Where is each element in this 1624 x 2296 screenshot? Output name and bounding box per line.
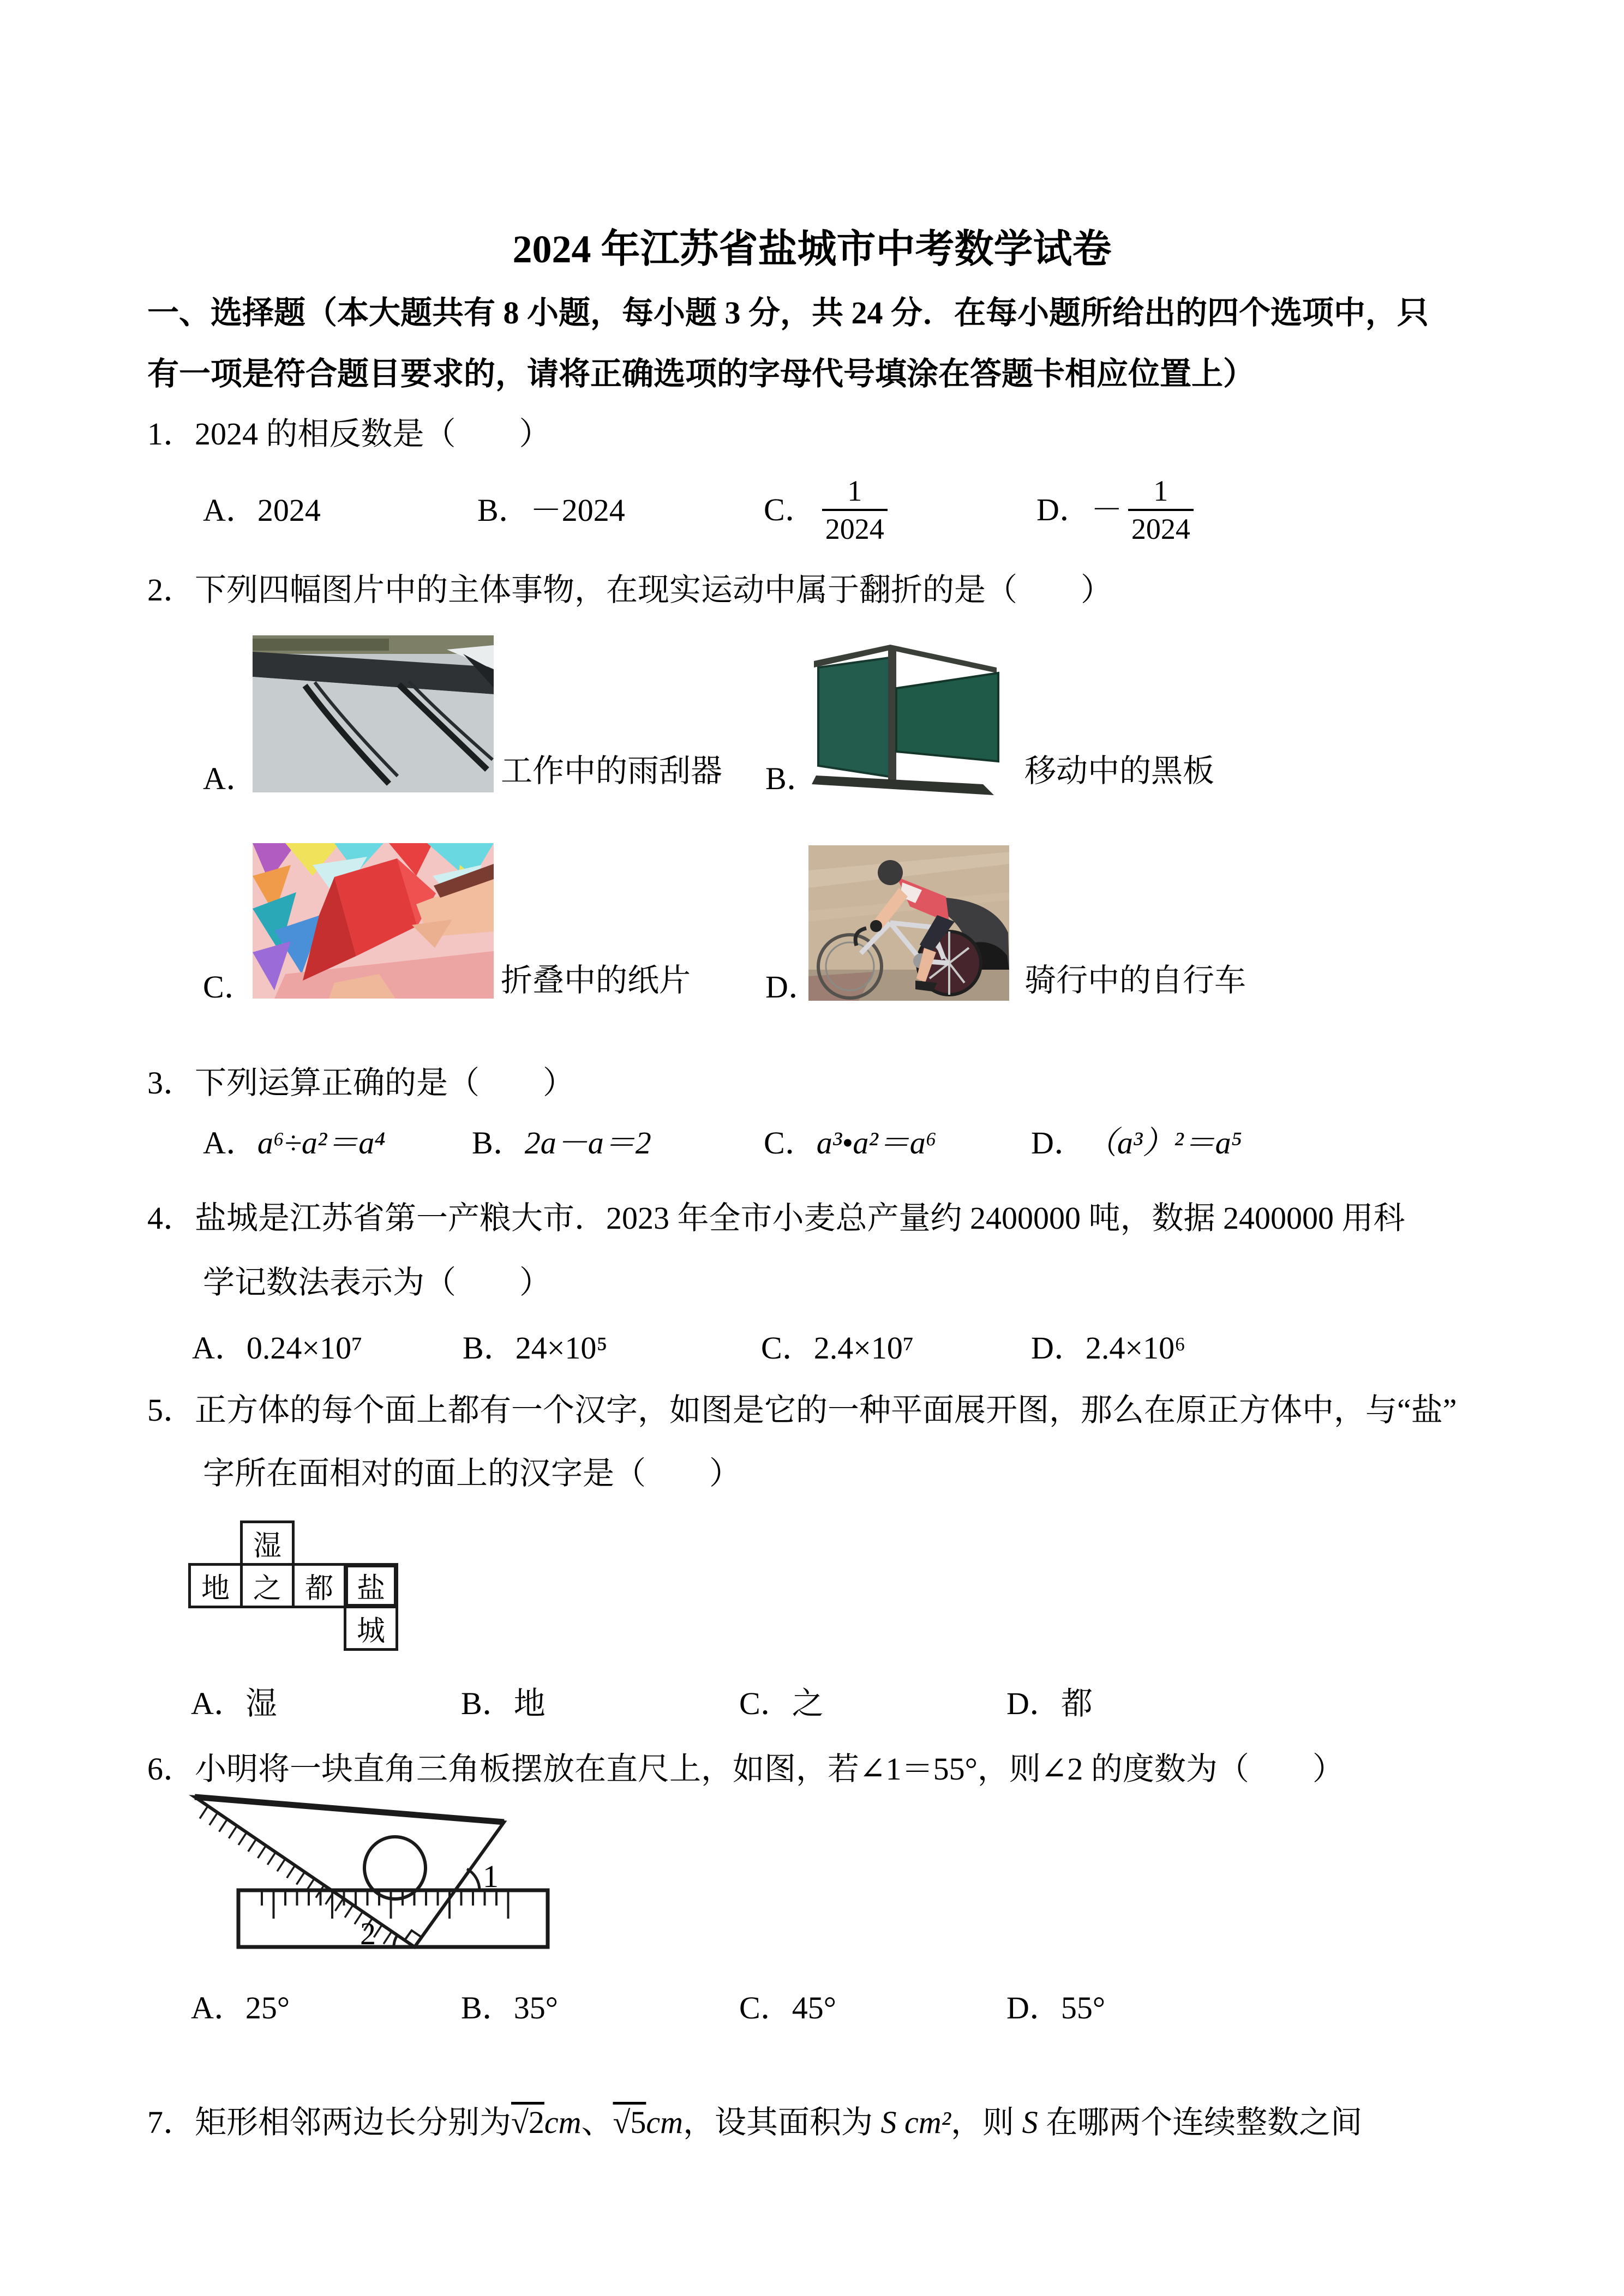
var-S: S [1022,2105,1038,2140]
sqrt-2: √2 [511,2105,544,2140]
rider-helmet [878,860,903,885]
option-text: 25° [245,1990,290,2025]
option-text: a⁶÷a²＝a⁴ [257,1125,386,1161]
section-header-line2: 有一项是符合题目要求的，请将正确选项的字母代号填涂在答题卡相应位置上） [147,356,1255,392]
q5-option-d [1006,1684,1093,1724]
page-title: 2024 年江苏省盐城市中考数学试卷 [512,227,1112,271]
q2-option-a-label: A． [203,761,257,796]
q7-stem [147,2103,1362,2143]
option-text: 55° [1060,1990,1106,2025]
option-label: B． [477,492,530,528]
sqrt-5: √5 [613,2105,646,2140]
option-label: C． [764,1125,817,1161]
q5-stem-line1: 5．正方体的每个面上都有一个汉字，如图是它的一种平面展开图，那么在原正方体中，与“盐” [147,1392,1457,1428]
q2-option-b-caption: 移动中的黑板 [1024,753,1215,789]
option-text: 2a－a＝2 [524,1125,651,1161]
option-text: 2.4×10⁶ [1085,1330,1186,1366]
q6-option-c [739,1988,836,2028]
var-S: S [880,2105,897,2140]
unit-cm: cm [544,2105,582,2140]
option-text: 之 [792,1686,824,1721]
net-cell-2: 之 [240,1563,295,1608]
option-label: D． [1036,491,1091,527]
fraction [822,474,888,546]
angle2-label: 2 [360,1916,376,1951]
option-text: 湿 [245,1686,277,1721]
q1-stem: 1．2024 的相反数是（ ） [147,416,551,452]
q2-stem: 2．下列四幅图片中的主体事物，在现实运动中属于翻折的是（ ） [147,572,1113,608]
option-label: D． [1006,1686,1061,1721]
option-text: 35° [513,1990,558,2025]
board-left-panel [818,658,889,777]
set-square-on-ruler-figure [164,1783,600,1963]
option-label: B． [463,1330,516,1366]
q2-option-d-label: D． [765,969,820,1005]
net-cell-bottom: 城 [344,1606,398,1651]
q7-text: 、 [581,2105,613,2140]
fraction [1128,474,1194,546]
q5-stem-line2: 字所在面相对的面上的汉字是（ ） [203,1456,741,1491]
option-text: a³•a²＝a⁶ [816,1125,937,1161]
q2-option-d-caption: 骑行中的自行车 [1024,963,1247,998]
photo-riding-bicycle [808,845,1009,1001]
option-text: －2024 [530,492,625,528]
angle1-label: 1 [483,1859,499,1894]
q4-stem-line2: 学记数法表示为（ ） [203,1265,552,1300]
q5-option-b [461,1684,546,1724]
unit-cm: cm [646,2105,683,2140]
q1-option-c [764,464,888,556]
option-text: 24×10⁵ [515,1330,608,1366]
q1-option-d [1036,464,1194,556]
q7-text: 在哪两个连续整数之间 [1038,2105,1363,2140]
net-cell-3: 都 [292,1563,346,1608]
photo-folding-paper [253,843,494,999]
net-cell-4: 盐 [344,1563,398,1608]
fraction-numerator: 1 [822,474,888,511]
net-cell-top: 湿 [240,1520,295,1566]
q4-option-c [761,1329,914,1368]
option-label: D． [1006,1990,1061,2025]
option-label: B． [461,1686,514,1721]
option-text: 2.4×10⁷ [813,1330,914,1366]
q3-stem: 3．下列运算正确的是（ ） [147,1065,575,1101]
q7-text: 7．矩形相邻两边长分别为 [147,2105,512,2140]
q2-option-c-caption: 折叠中的纸片 [501,963,691,998]
board-frame-post [888,649,896,786]
q2-option-c-label: C． [203,969,256,1005]
option-text: 2024 [257,492,321,528]
option-label: D． [1031,1330,1086,1366]
option-label: A． [191,1990,245,2025]
option-label: A． [191,1686,245,1721]
q3-option-a [203,1123,385,1163]
option-label: C． [739,1686,792,1721]
option-label: A． [203,492,257,528]
q6-stem: 6．小明将一块直角三角板摆放在直尺上，如图，若∠1＝55°，则∠2 的度数为（ ） [147,1751,1344,1787]
option-text: 45° [792,1990,836,2025]
q2-option-a-caption: 工作中的雨刮器 [501,753,723,789]
option-text: （a³）²＝a⁵ [1085,1125,1242,1161]
section-header-line1: 一、选择题（本大题共有 8 小题，每小题 3 分，共 24 分．在每小题所给出的四个选项中，只 [147,295,1429,330]
q1-option-a [203,491,321,531]
q4-stem-line1: 4．盐城是江苏省第一产粮大市．2023 年全市小麦总产量约 2400000 吨，数据 2400000 用科 [147,1200,1405,1236]
q1-option-b [477,491,625,531]
q3-option-d [1031,1123,1242,1163]
q7-text: ，则 [951,2105,1022,2140]
q5-option-c [739,1684,824,1724]
fraction-denominator: 2024 [1131,513,1190,545]
option-label: A． [203,1125,257,1161]
minus-sign: － [1090,491,1123,527]
board-right-panel [896,673,998,761]
unit-cm2: cm² [896,2105,951,2140]
q6-option-a [191,1988,290,2028]
fraction-numerator: 1 [1128,474,1194,511]
q6-option-b [461,1988,558,2028]
option-label: B． [461,1990,514,2025]
q3-option-c [764,1123,937,1163]
photo-windshield-wipers [253,635,494,792]
q6-option-d [1006,1988,1105,2028]
q3-option-b [472,1123,651,1163]
option-label: C． [761,1330,814,1366]
q4-option-a [192,1329,362,1368]
option-label: A． [192,1330,247,1366]
cube-net-diagram [188,1520,401,1654]
option-label: B． [472,1125,525,1161]
q2-option-b-label: B． [765,761,818,796]
option-text: 0.24×10⁷ [246,1330,363,1366]
q5-option-a [191,1684,277,1724]
q4-option-b [463,1329,608,1368]
fraction-denominator: 2024 [825,513,884,545]
net-cell-1: 地 [188,1563,243,1608]
option-label: C． [739,1990,792,2025]
option-label: D． [1031,1125,1086,1161]
photo-sliding-blackboard [808,639,1009,796]
q4-option-d [1031,1329,1185,1368]
q7-text: ，设其面积为 [683,2105,881,2140]
option-text: 地 [513,1686,546,1721]
option-text: 都 [1060,1686,1093,1721]
option-label: C． [764,491,817,527]
